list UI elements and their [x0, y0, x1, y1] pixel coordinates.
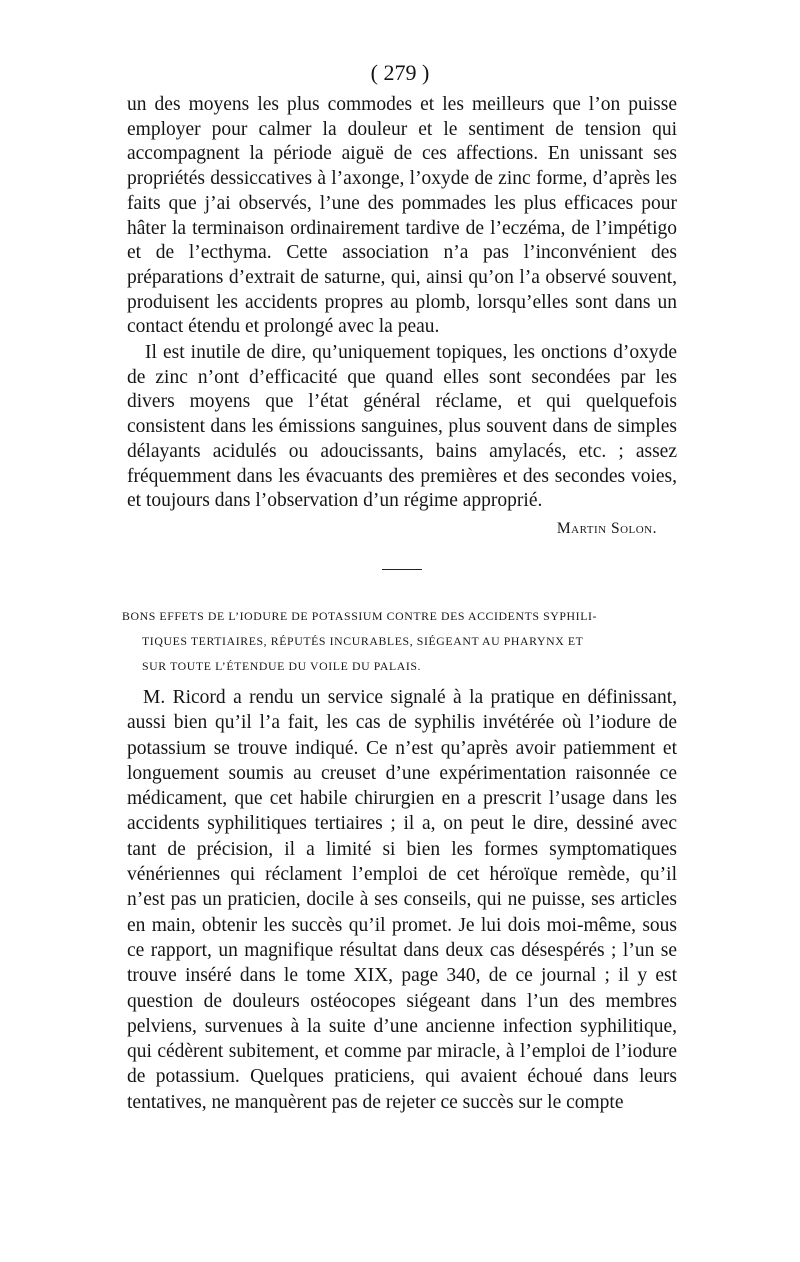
- author-signature: Martin Solon.: [556, 520, 657, 537]
- article-title-line-3: SUR TOUTE L’ÉTENDUE DU VOILE DU PALAIS.: [142, 659, 422, 673]
- body-paragraph-3: M. Ricord a rendu un service signalé à la pratique en définissant, aussi bien qu’il l’a fait, les cas de syphilis invétérée où l’iodure de potassium se trouve indiqué. Ce n’est qu’après avoir patiemment et longuement soumis au creuset d’une expérimentation raisonnée ce médicament, que cet habile chirurgien en a prescrit l’usage dans les accidents syphilitiques tertiaires ; il a, on peut le dire, dessiné avec tant de précision, il a limité si bien les formes symptomatiques vénériennes qui réclament l’emploi de cet héroïque remède, qu’il n’est pas un praticien, docile à ses conseils, qui ne puisse, ses articles en main, obtenir les succès qu’il promet. Je lui dois moi-même, sous ce rapport, un magnifique résultat dans deux cas désespérés ; l’un se trouve inséré dans le tome XIX, page 340, de ce journal ; il y est question de douleurs ostéocopes siégeant dans l’un des membres pelviens, survenues à la suite d’une ancienne infection syphilitique, qui cédèrent subitement, et comme par miracle, à l’emploi de l’iodure de potassium. Quelques praticiens, qui avaient échoué dans leurs tentatives, ne manquèrent pas de rejeter ce succès sur le compte: [127, 687, 677, 1113]
- page-number: ( 279 ): [370, 60, 430, 85]
- article-title-line-1: BONS EFFETS DE L’IODURE DE POTASSIUM CONTRE DES ACCIDENTS SYPHILI-: [122, 609, 598, 623]
- body-paragraph-1: un des moyens les plus commodes et les meilleurs que l’on puisse employer pour calmer la douleur et le sentiment de tension qui accompagnent la période aiguë de ces affections. En unissant ses propriétés dessiccatives à l’axonge, l’oxyde de zinc forme, d’après les faits que j’ai observés, l’une des pommades les plus efficaces pour hâter la terminaison ordinairement tardive de l’eczéma, de l’impétigo et de l’ecthyma. Cette association n’a pas l’inconvénient des préparations d’extrait de saturne, qui, ainsi qu’on l’a observé souvent, produisent les accidents propres au plomb, lorsqu’elles sont dans un contact étendu et prolongé avec la peau.: [127, 94, 677, 338]
- body-paragraph-2: Il est inutile de dire, qu’uniquement topiques, les onctions d’oxyde de zinc n’ont d’efficacité que quand elles sont secondées par les divers moyens que l’état général réclame, et qui quelquefois consistent dans les émissions sanguines, plus souvent dans de simples délayants acidulés ou adoucissants, bains amylacés, etc. ; assez fréquemment dans les évacuants des premières et des secondes voies, et toujours dans l’observation d’un régime approprié.: [127, 342, 677, 512]
- article-title: [122, 604, 678, 679]
- article-title-line-2: TIQUES TERTIAIRES, RÉPUTÉS INCURABLES, SIÉGEANT AU PHARYNX ET: [142, 634, 584, 648]
- section-divider: [382, 569, 422, 570]
